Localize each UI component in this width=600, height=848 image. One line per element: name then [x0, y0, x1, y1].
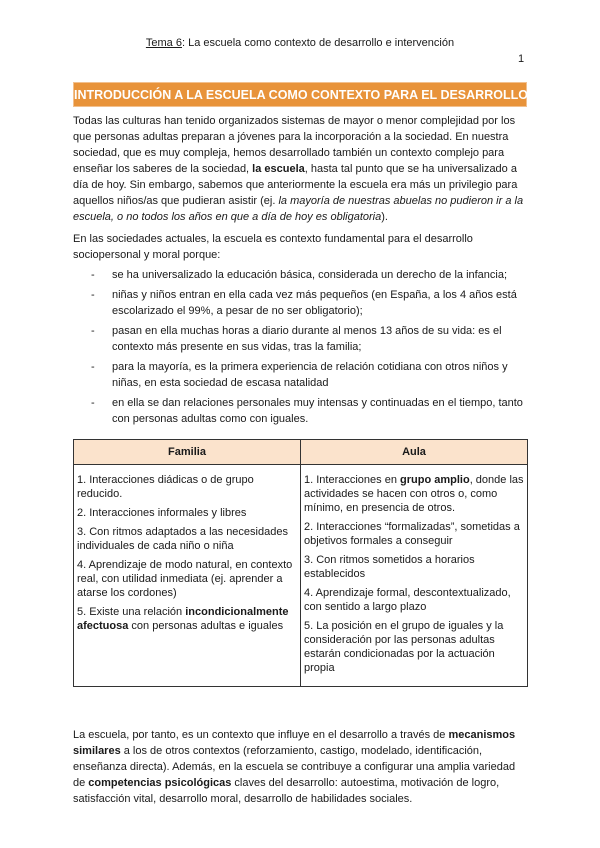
- text: 1. Interacciones en: [304, 474, 401, 486]
- conclusion-paragraph: [73, 727, 529, 807]
- familia-item: [77, 605, 297, 633]
- bold-text: grupo amplio: [400, 474, 470, 486]
- list-item: [73, 323, 529, 355]
- page-number: 1: [518, 53, 525, 65]
- reasons-lead: En las sociedades actuales, la escuela es contexto fundamental para el desarrollo sociopersonal y moral porque:: [73, 233, 473, 261]
- familia-item: 1. Interacciones diádicas o de grupo reducido.: [77, 474, 254, 500]
- dash-bullet: -: [91, 325, 95, 337]
- aula-item: 2. Interacciones “formalizadas”, sometidas a objetivos formales a conseguir: [304, 521, 520, 547]
- text: claves del desarrollo: autoestima, motivación de logro, satisfacción vital, desarrollo moral, desarrollo de habilidades sociales.: [73, 777, 500, 805]
- familia-cell: [74, 465, 301, 687]
- aula-item: 5. La posición en el grupo de iguales y la consideración por las personas adultas estarán condicionadas por la actuación propia: [304, 620, 504, 674]
- list-item: [73, 267, 529, 283]
- familia-item: 2. Interacciones informales y libres: [77, 507, 247, 519]
- reasons-list: [73, 267, 529, 427]
- page-content: [73, 82, 529, 807]
- familia-item: 4. Aprendizaje de modo natural, en contexto real, con utilidad inmediata (ej. aprender a atarse los cordones): [77, 559, 293, 599]
- text: Todas las culturas han tenido organizados sistemas de mayor o menor complejidad por los que personas adultas preparan a jóvenes para la incorporación a la sociedad. En nuestra sociedad, que es muy compleja, hemos desarrollado también un contexto complejo para enseñar los saberes de la sociedad,: [73, 115, 516, 175]
- comparison-table: [73, 439, 528, 687]
- section-banner: INTRODUCCIÓN A LA ESCUELA COMO CONTEXTO PARA EL DESARROLLO: [73, 82, 527, 107]
- topic-label: Tema 6: [145, 37, 182, 49]
- dash-bullet: -: [91, 269, 95, 281]
- aula-item: 4. Aprendizaje formal, descontextualizado, con sentido a largo plazo: [304, 587, 511, 613]
- bold-text: incondicionalmente afectuosa: [77, 606, 289, 632]
- dash-bullet: -: [91, 397, 95, 409]
- list-item-text: pasan en ella muchas horas a diario durante al menos 13 años de su vida: es el contexto más presente en sus vidas, tras la familia;: [112, 325, 502, 353]
- list-item-text: en ella se dan relaciones personales muy intensas y continuadas en el tiempo, tanto con personas adultas como con iguales.: [112, 397, 523, 425]
- text: ).: [381, 211, 388, 223]
- dash-bullet: -: [91, 361, 95, 373]
- text: , donde las actividades se hacen con otros o, como mínimo, en presencia de otros.: [304, 474, 524, 514]
- familia-item: 3. Con ritmos adaptados a las necesidades individuales de cada niño o niña: [77, 526, 288, 552]
- text: 5. Existe una relación: [77, 606, 186, 618]
- bold-text: mecanismos similares: [73, 729, 516, 757]
- text: con personas adultas e iguales: [128, 620, 284, 632]
- italic-example: la mayoría de nuestras abuelas no pudieron ir a la escuela, o no todos los años en que a día de hoy es obligatoria: [73, 195, 524, 223]
- list-item: [73, 287, 529, 319]
- text: , hasta tal punto que se ha universalizado a día de hoy. Sin embargo, sabemos que anteriormente la escuela era más un privilegio para aquellos niños/as que pudieran asistir (ej.: [73, 163, 518, 207]
- list-item-text: se ha universalizado la educación básica, considerada un derecho de la infancia;: [112, 269, 508, 281]
- list-item-text: para la mayoría, es la primera experiencia de relación cotidiana con otros niños y niñas, en esta sociedad de escasa natalidad: [112, 361, 508, 389]
- list-item: [73, 359, 529, 391]
- header-aula: Aula: [301, 440, 528, 465]
- intro-paragraph: [73, 113, 529, 225]
- list-item-text: niñas y niños entran en ella cada vez más pequeños (en España, a los 4 años está escolarizado el 99%, a pesar de no ser obligatorio);: [112, 289, 517, 317]
- header-familia: Familia: [74, 440, 301, 465]
- aula-item: 3. Con ritmos sometidos a horarios establecidos: [304, 554, 475, 580]
- text: a los de otros contextos (reforzamiento, castigo, modelado, identificación, enseñanza directa). Además, en la escuela se contribuye a configurar una amplia variedad de: [73, 745, 516, 789]
- bold-text: competencias psicológicas: [88, 777, 232, 789]
- running-header: [0, 37, 600, 49]
- aula-cell: [301, 465, 528, 687]
- text: La escuela, por tanto, es un contexto que influye en el desarrollo a través de: [73, 729, 449, 741]
- bold-text: la escuela: [252, 163, 305, 175]
- topic-title: : La escuela como contexto de desarrollo e intervención: [181, 37, 455, 49]
- list-item: [73, 395, 529, 427]
- dash-bullet: -: [91, 289, 95, 301]
- aula-item: [304, 473, 524, 515]
